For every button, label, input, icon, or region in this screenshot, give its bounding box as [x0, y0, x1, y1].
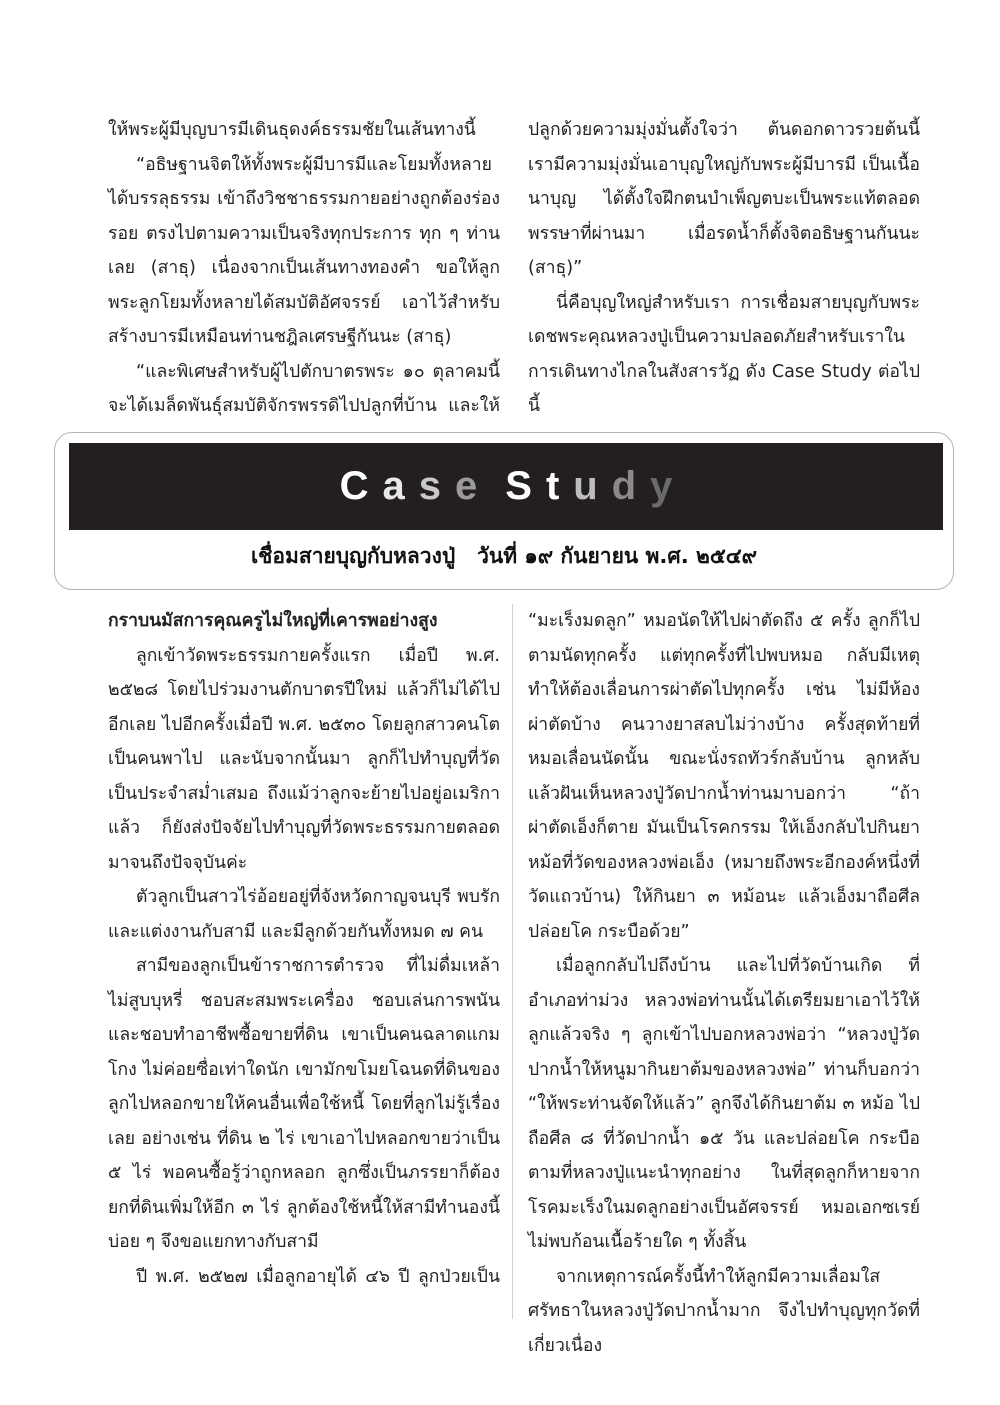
- letter-salutation: กราบนมัสการคุณครูไม่ใหญ่ที่เคารพอย่างสูง: [108, 611, 438, 631]
- bottom-right-column: [528, 604, 920, 1363]
- body-paragraph: ลูกเข้าวัดพระธรรมกายครั้งแรก เมื่อปี พ.ศ. ๒๕๒๘ โดยไปร่วมงานตักบาตรปีใหม่ แล้วก็ไม่ได้ไปอีกเลย ไปอีกครั้งเมื่อปี พ.ศ. ๒๕๓๐ โดยลูกสาวคนโตเป็นคนพาไป และนับจากนั้นมา ลูกก็ไปทำบุญที่วัดเป็นประจำสม่ำเสมอ ถึงแม้ว่าลูกจะย้ายไปอยู่อเมริกาแล้ว ก็ยังส่งปัจจัยไปทำบุญที่วัดพระธรรมกายตลอดมาจนถึงปัจจุบันค่ะ: [108, 645, 500, 873]
- column-divider: [512, 604, 513, 1319]
- case-study-banner: [69, 443, 943, 530]
- body-paragraph: ปี พ.ศ. ๒๕๒๗ เมื่อลูกอายุได้ ๔๖ ปี ลูกป่วยเป็น: [136, 1266, 500, 1287]
- case-study-subtitle: เชื่อมสายบุญกับหลวงปู่ วันที่ ๑๙ กันยายน พ.ศ. ๒๕๔๙: [251, 544, 757, 568]
- body-paragraph: เมื่อลูกกลับไปถึงบ้าน และไปที่วัดบ้านเกิด ที่อำเภอท่าม่วง หลวงพ่อท่านนั้นได้เตรียมยาเอาไว้ให้ลูกแล้วจริง ๆ ลูกเข้าไปบอกหลวงพ่อว่า “หลวงปู่วัดปากน้ำให้หนูมากินยาต้มของหลวงพ่อ” ท่านก็บอกว่า “ให้พระท่านจัดให้แล้ว” ลูกจึงได้กินยาต้ม ๓ หม้อ ไปถือศีล ๘ ที่วัดปากน้ำ ๑๕ วัน และปล่อยโค กระบือตามที่หลวงปู่แนะนำทุกอย่าง ในที่สุดลูกก็หายจากโรคมะเร็งในมดลูกอย่างเป็นอัศจรรย์ หมอเอกซเรย์ไม่พบก้อนเนื้อร้ายใด ๆ ทั้งสิ้น: [528, 956, 920, 1252]
- body-paragraph: “และพิเศษสำหรับผู้ไปตักบาตรพระ ๑๐ ตุลาคมนี้ จะได้เมล็ดพันธุ์สมบัติจักรพรรดิไปปลูกที่บ้าน และให้: [108, 361, 500, 416]
- body-paragraph: “อธิษฐานจิตให้ทั้งพระผู้มีบารมีและโยมทั้งหลายได้บรรลุธรรม เข้าถึงวิชชาธรรมกายอย่างถูกต้องร่องรอย ตรงไปตามความเป็นจริงทุกประการ ทุก ๆ ท่านเลย (สาธุ) เนื่องจากเป็นเส้นทางทองคำ ขอให้ลูกพระลูกโยมทั้งหลายได้สมบัติอัศจรรย์ เอาไว้สำหรับสร้างบารมีเหมือนท่านชฎิลเศรษฐีกันนะ (สาธุ): [108, 154, 500, 347]
- body-paragraph: ตัวลูกเป็นสาวไร่อ้อยอยู่ที่จังหวัดกาญจนบุรี พบรักและแต่งงานกับสามี และมีลูกด้วยกันทั้งหมด ๗ คน: [108, 887, 500, 942]
- body-paragraph: ให้พระผู้มีบุญบารมีเดินธุดงค์ธรรมชัยในเส้นทางนี้: [108, 120, 476, 140]
- body-paragraph: “มะเร็งมดลูก” หมอนัดให้ไปผ่าตัดถึง ๕ ครั้ง ลูกก็ไปตามนัดทุกครั้ง แต่ทุกครั้งที่ไปพบหมอ กลับมีเหตุทำให้ต้องเลื่อนการผ่าตัดไปทุกครั้ง เช่น ไม่มีห้องผ่าตัดบ้าง คนวางยาสลบไม่ว่างบ้าง ครั้งสุดท้ายที่หมอเลื่อนนัดนั้น ขณะนั่งรถทัวร์กลับบ้าน ลูกหลับแล้วฝันเห็นหลวงปู่วัดปากน้ำท่านมาบอกว่า “ถ้าผ่าตัดเอ็งก็ตาย มันเป็นโรคกรรม ให้เอ็งกลับไปกินยาหม้อที่วัดของหลวงพ่อเอ็ง (หมายถึงพระอีกองค์หนึ่งที่วัดแถวบ้าน) ให้กินยา ๓ หม้อนะ แล้วเอ็งมาถือศีลปล่อยโค กระบือด้วย”: [528, 611, 920, 942]
- body-paragraph: ปลูกด้วยความมุ่งมั่นตั้งใจว่า ต้นดอกดาวรวยต้นนี้ เรามีความมุ่งมั่นเอาบุญใหญ่กับพระผู้มีบารมี เป็นเนื้อนาบุญ ได้ตั้งใจฝึกตนบำเพ็ญตบะเป็นพระแท้ตลอดพรรษาที่ผ่านมา เมื่อรดน้ำก็ตั้งจิตอธิษฐานกันนะ (สาธุ)”: [528, 120, 920, 278]
- body-paragraph: จากเหตุการณ์ครั้งนี้ทำให้ลูกมีความเลื่อมใสศรัทธาในหลวงปู่วัดปากน้ำมาก จึงไปทำบุญทุกวัดที่เกี่ยวเนื่อง: [528, 1266, 920, 1356]
- body-paragraph: นี่คือบุญใหญ่สำหรับเรา การเชื่อมสายบุญกับพระเดชพระคุณหลวงปู่เป็นความปลอดภัยสำหรับเราในการเดินทางไกลในสังสารวัฏ ดัง Case Study ต่อไปนี้: [528, 292, 920, 416]
- case-study-title: Case Study: [339, 464, 687, 508]
- top-right-column: [528, 113, 920, 424]
- bottom-left-column: [108, 604, 500, 1294]
- body-paragraph: สามีของลูกเป็นข้าราชการตำรวจ ที่ไม่ดื่มเหล้า ไม่สูบบุหรี่ ชอบสะสมพระเครื่อง ชอบเล่นการพนัน และชอบทำอาชีพซื้อขายที่ดิน เขาเป็นคนฉลาดแกมโกง ไม่ค่อยซื่อเท่าใดนัก เขามักขโมยโฉนดที่ดินของลูกไปหลอกขายให้คนอื่นเพื่อใช้หนี้ โดยที่ลูกไม่รู้เรื่องเลย อย่างเช่น ที่ดิน ๒ ไร่ เขาเอาไปหลอกขายว่าเป็น ๕ ไร่ พอคนซื้อรู้ว่าถูกหลอก ลูกซึ่งเป็นภรรยาก็ต้องยกที่ดินเพิ่มให้อีก ๓ ไร่ ลูกต้องใช้หนี้ให้สามีทำนองนี้บ่อย ๆ จึงขอแยกทางกับสามี: [108, 956, 500, 1252]
- top-left-column: [108, 113, 500, 424]
